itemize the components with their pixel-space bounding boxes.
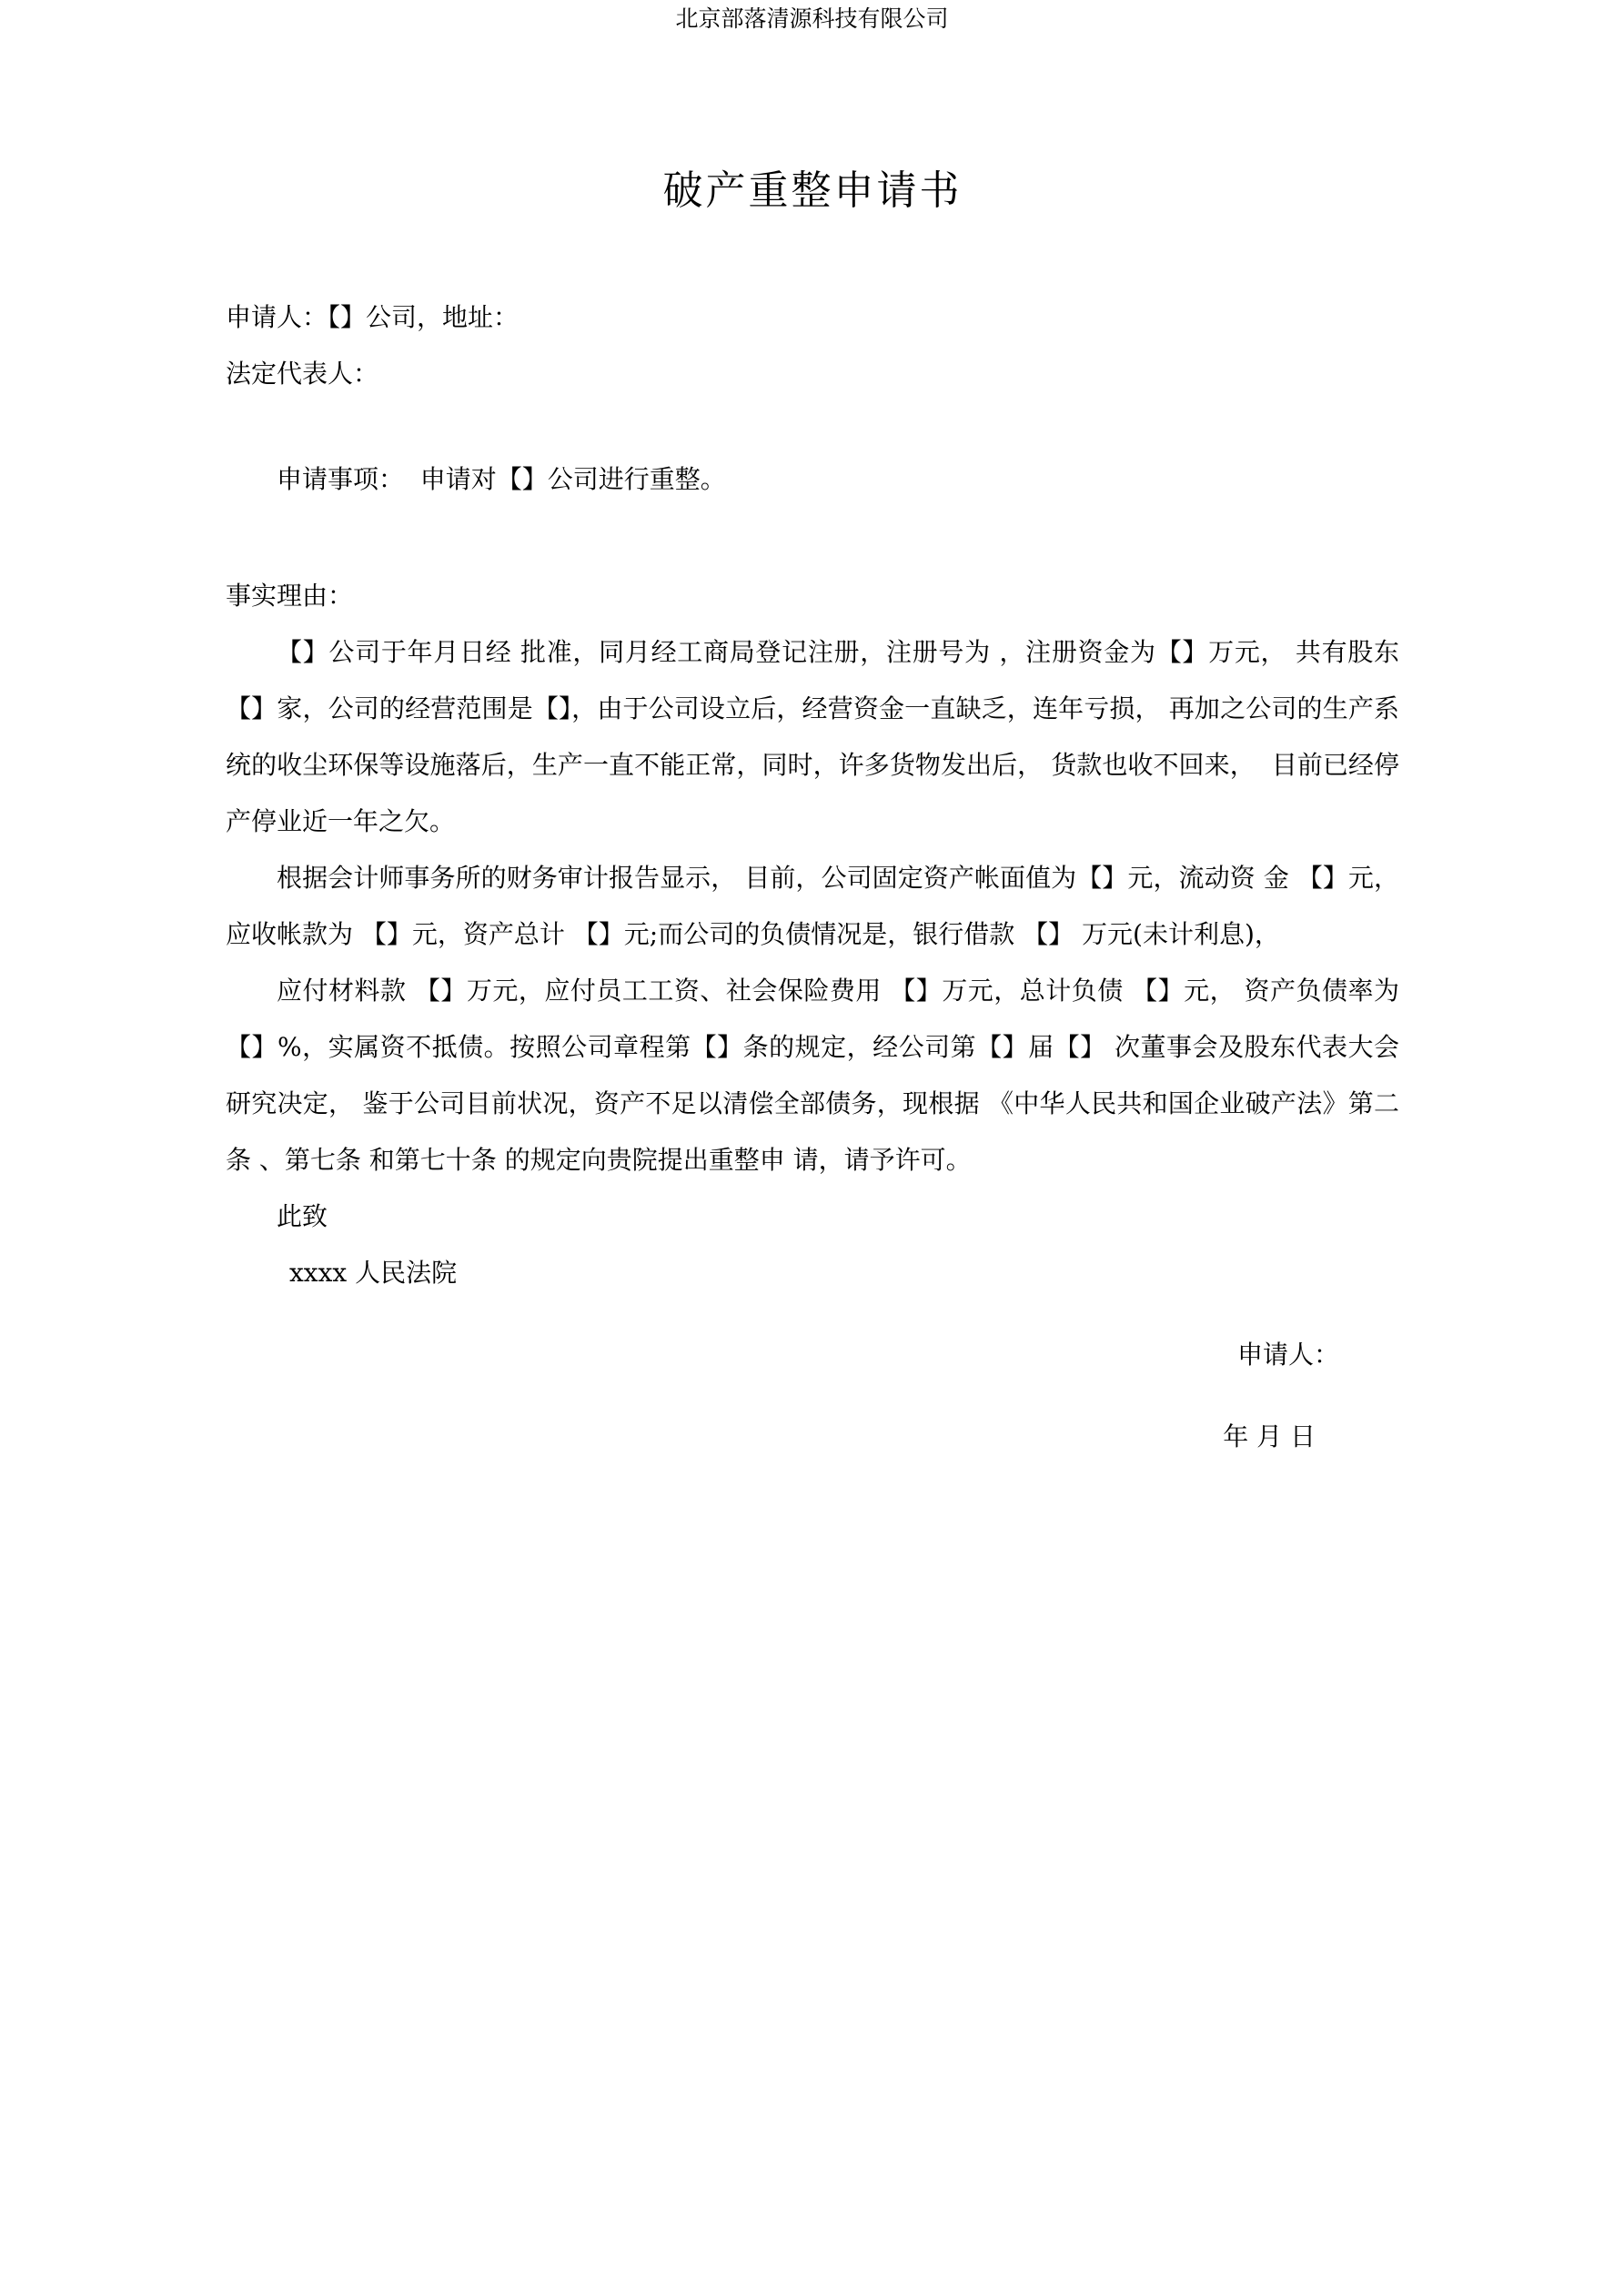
page-header (0, 0, 1624, 38)
document-body (226, 164, 1407, 1491)
facts-paragraph-1: 【】公司于年月日经 批准，同月经工商局登记注册，注册号为 ，注册资金为【】万元， 共有股东 【】家，公司的经营范围是【】，由于公司设立后，经营资金一直缺乏，连年亏损， 再加之公司的生产系统的收尘环保等设施落后，生产一直不能正常，同时，许多货物发出后， 货款也收不回来， 目前已经停产停业近一年之欠。 (226, 637, 1407, 836)
signature-applicant-line: 申请人： (1236, 1340, 1339, 1370)
header-company-name: 北京部落清源科技有限公司 (675, 5, 949, 32)
legal-representative-line: 法定代表人： (226, 359, 379, 389)
facts-paragraph-3: 应付材料款 【】万元，应付员工工资、社会保险费用 【】万元，总计负债 【】元， 资产负债率为【】%，实属资不抵债。按照公司章程第【】条的规定，经公司第【】届【】 次董事会及股东代表大会研究决定， 鉴于公司目前状况，资产不足以清偿全部债务，现根据 《中华人民共和国企业破产法》第二条 、第七条 和第七十条 的规定向贵院提出重整申 请，请予许可。 (226, 976, 1399, 1175)
request-item-line: 申请事项： 申请对【】公司进行重整。 (277, 464, 726, 494)
spacer-2 (226, 508, 1399, 568)
signature-date-line: 年 月 日 (1223, 1421, 1316, 1451)
signature-block (226, 1327, 1399, 1465)
spacer-1 (226, 402, 1399, 451)
facts-heading: 事实理由： (226, 581, 354, 611)
page-title: 破产重整申请书 (662, 167, 963, 214)
applicant-line: 申请人：【】公司，地址： (226, 302, 519, 332)
closing-line: 此致 (277, 1201, 328, 1231)
court-name-line: xxxx 人民法院 (289, 1258, 458, 1288)
facts-paragraph-2: 根据会计师事务所的财务审计报告显示， 目前，公司固定资产帐面值为【】元，流动资 金 【】元，应收帐款为 【】元，资产总计 【】元;而公司的负债情况是，银行借款 【】 万元(未计利息)， (226, 863, 1399, 949)
